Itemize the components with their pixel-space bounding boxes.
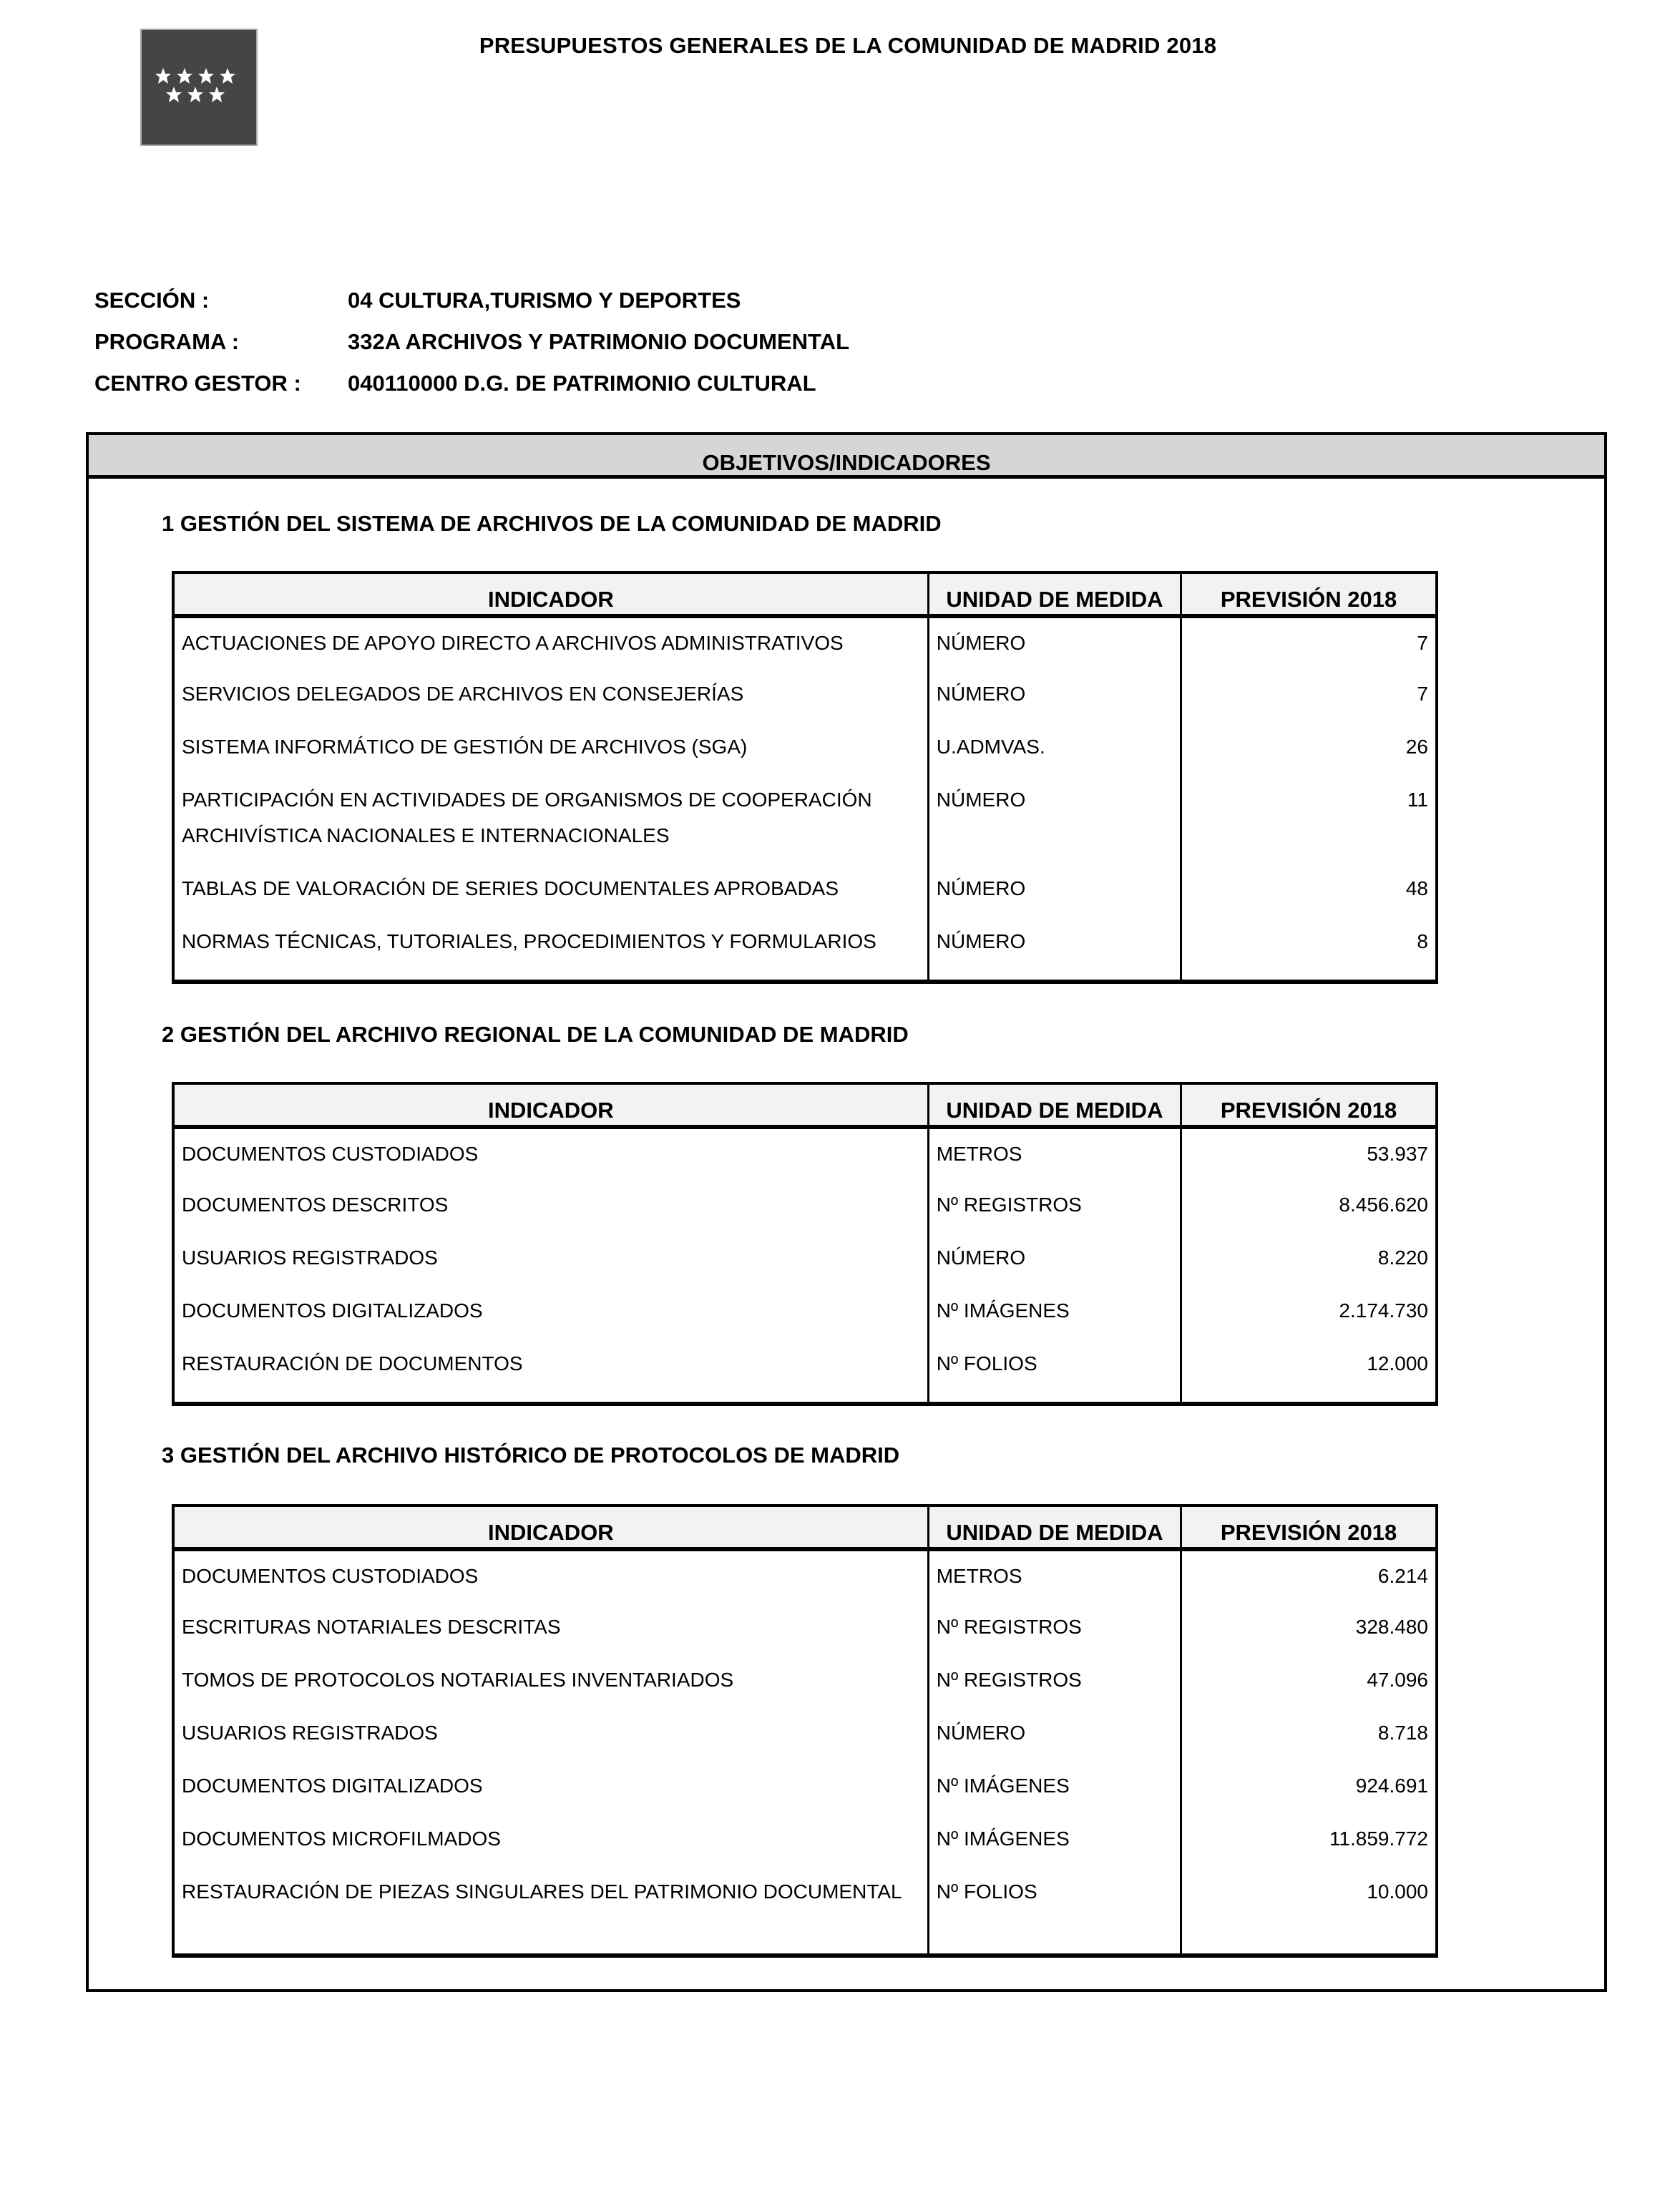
table-row: [173, 1867, 1437, 1956]
table-header-row: [173, 1083, 1437, 1127]
unidad-cell: Nº FOLIOS: [928, 1867, 1181, 1956]
unidad-cell: Nº FOLIOS: [928, 1339, 1181, 1404]
col-indicador: INDICADOR: [173, 1505, 928, 1549]
prevision-cell: 48: [1181, 864, 1437, 917]
table-row: [173, 1761, 1437, 1814]
table-header-row: [173, 1505, 1437, 1549]
indicador-cell: PARTICIPACIÓN EN ACTIVIDADES DE ORGANISMOS DE COOPERACIÓN ARCHIVÍSTICA NACIONALES E INTERNACIONALES: [182, 789, 872, 846]
unidad-cell: Nº REGISTROS: [928, 1655, 1181, 1708]
stars-icon: [152, 66, 249, 109]
prevision-cell: 8.456.620: [1181, 1180, 1437, 1233]
indicador-cell: SISTEMA INFORMÁTICO DE GESTIÓN DE ARCHIVOS (SGA): [182, 736, 748, 758]
prevision-cell: 8: [1181, 917, 1437, 982]
unidad-cell: NÚMERO: [928, 775, 1181, 864]
unidad-cell: Nº IMÁGENES: [928, 1814, 1181, 1867]
unidad-cell: U.ADMVAS.: [928, 722, 1181, 775]
objective-3-table: [172, 1504, 1438, 1958]
prevision-cell: 8.718: [1181, 1708, 1437, 1761]
indicador-cell: ACTUACIONES DE APOYO DIRECTO A ARCHIVOS ADMINISTRATIVOS: [182, 632, 844, 654]
unidad-cell: NÚMERO: [928, 917, 1181, 982]
unidad-cell: NÚMERO: [928, 864, 1181, 917]
table-row: [173, 1233, 1437, 1286]
col-prevision: PREVISIÓN 2018: [1181, 1505, 1437, 1549]
table-row: [173, 1655, 1437, 1708]
objective-3-title: 3 GESTIÓN DEL ARCHIVO HISTÓRICO DE PROTOCOLOS DE MADRID: [162, 1443, 900, 1468]
indicador-cell: USUARIOS REGISTRADOS: [182, 1722, 438, 1744]
prevision-cell: 7: [1181, 669, 1437, 722]
indicador-cell: NORMAS TÉCNICAS, TUTORIALES, PROCEDIMIENTOS Y FORMULARIOS: [182, 930, 876, 952]
table-row: [173, 1286, 1437, 1339]
prevision-cell: 11: [1181, 775, 1437, 864]
table-row: [173, 917, 1437, 982]
table-row: [173, 864, 1437, 917]
objectives-box: [86, 432, 1607, 1992]
indicador-cell: SERVICIOS DELEGADOS DE ARCHIVOS EN CONSEJERÍAS: [182, 683, 744, 705]
table-row: [173, 1814, 1437, 1867]
table-row: [173, 616, 1437, 669]
table-row: [173, 1339, 1437, 1404]
col-prevision: PREVISIÓN 2018: [1181, 572, 1437, 616]
prevision-cell: 6.214: [1181, 1549, 1437, 1602]
indicador-cell: RESTAURACIÓN DE DOCUMENTOS: [182, 1352, 523, 1375]
indicador-cell: TABLAS DE VALORACIÓN DE SERIES DOCUMENTALES APROBADAS: [182, 877, 839, 899]
document-title: PRESUPUESTOS GENERALES DE LA COMUNIDAD DE MADRID 2018: [479, 33, 1217, 58]
table-row: [173, 1180, 1437, 1233]
objective-1-table: [172, 571, 1438, 984]
table-row: [173, 1602, 1437, 1655]
table-row: [173, 1549, 1437, 1602]
indicador-cell: DOCUMENTOS DESCRITOS: [182, 1194, 449, 1216]
prevision-cell: 53.937: [1181, 1127, 1437, 1180]
seccion-label: SECCIÓN :: [94, 288, 210, 313]
indicador-cell: DOCUMENTOS MICROFILMADOS: [182, 1827, 501, 1850]
objective-1-title: 1 GESTIÓN DEL SISTEMA DE ARCHIVOS DE LA COMUNIDAD DE MADRID: [162, 511, 942, 536]
unidad-cell: Nº IMÁGENES: [928, 1761, 1181, 1814]
indicador-cell: USUARIOS REGISTRADOS: [182, 1246, 438, 1269]
prevision-cell: 10.000: [1181, 1867, 1437, 1956]
prevision-cell: 2.174.730: [1181, 1286, 1437, 1339]
centro-gestor-label: CENTRO GESTOR :: [94, 371, 301, 396]
table-row: [173, 669, 1437, 722]
indicador-cell: TOMOS DE PROTOCOLOS NOTARIALES INVENTARIADOS: [182, 1669, 734, 1691]
prevision-cell: 12.000: [1181, 1339, 1437, 1404]
indicador-cell: DOCUMENTOS DIGITALIZADOS: [182, 1299, 483, 1322]
table-row: [173, 1708, 1437, 1761]
col-unidad: UNIDAD DE MEDIDA: [928, 572, 1181, 616]
unidad-cell: NÚMERO: [928, 1708, 1181, 1761]
prevision-cell: 328.480: [1181, 1602, 1437, 1655]
col-indicador: INDICADOR: [173, 572, 928, 616]
col-unidad: UNIDAD DE MEDIDA: [928, 1083, 1181, 1127]
table-row: [173, 1127, 1437, 1180]
table-row: [173, 775, 1437, 864]
prevision-cell: 26: [1181, 722, 1437, 775]
unidad-cell: METROS: [928, 1127, 1181, 1180]
indicador-cell: ESCRITURAS NOTARIALES DESCRITAS: [182, 1616, 561, 1638]
unidad-cell: METROS: [928, 1549, 1181, 1602]
indicador-cell: RESTAURACIÓN DE PIEZAS SINGULARES DEL PATRIMONIO DOCUMENTAL: [182, 1880, 902, 1903]
programa-label: PROGRAMA :: [94, 329, 240, 354]
indicador-cell: DOCUMENTOS CUSTODIADOS: [182, 1143, 479, 1165]
objective-2-table: [172, 1082, 1438, 1406]
unidad-cell: Nº REGISTROS: [928, 1602, 1181, 1655]
table-header-row: [173, 572, 1437, 616]
indicador-cell: DOCUMENTOS CUSTODIADOS: [182, 1565, 479, 1587]
unidad-cell: Nº IMÁGENES: [928, 1286, 1181, 1339]
prevision-cell: 7: [1181, 616, 1437, 669]
objectives-header: OBJETIVOS/INDICADORES: [89, 435, 1604, 479]
prevision-cell: 924.691: [1181, 1761, 1437, 1814]
objective-2-title: 2 GESTIÓN DEL ARCHIVO REGIONAL DE LA COMUNIDAD DE MADRID: [162, 1022, 909, 1047]
unidad-cell: NÚMERO: [928, 669, 1181, 722]
col-indicador: INDICADOR: [173, 1083, 928, 1127]
prevision-cell: 8.220: [1181, 1233, 1437, 1286]
prevision-cell: 47.096: [1181, 1655, 1437, 1708]
unidad-cell: NÚMERO: [928, 616, 1181, 669]
unidad-cell: Nº REGISTROS: [928, 1180, 1181, 1233]
centro-gestor-value: 040110000 D.G. DE PATRIMONIO CULTURAL: [348, 371, 816, 396]
seccion-value: 04 CULTURA,TURISMO Y DEPORTES: [348, 288, 741, 313]
programa-value: 332A ARCHIVOS Y PATRIMONIO DOCUMENTAL: [348, 329, 850, 354]
col-unidad: UNIDAD DE MEDIDA: [928, 1505, 1181, 1549]
prevision-cell: 11.859.772: [1181, 1814, 1437, 1867]
unidad-cell: NÚMERO: [928, 1233, 1181, 1286]
indicador-cell: DOCUMENTOS DIGITALIZADOS: [182, 1775, 483, 1797]
col-prevision: PREVISIÓN 2018: [1181, 1083, 1437, 1127]
table-row: [173, 722, 1437, 775]
